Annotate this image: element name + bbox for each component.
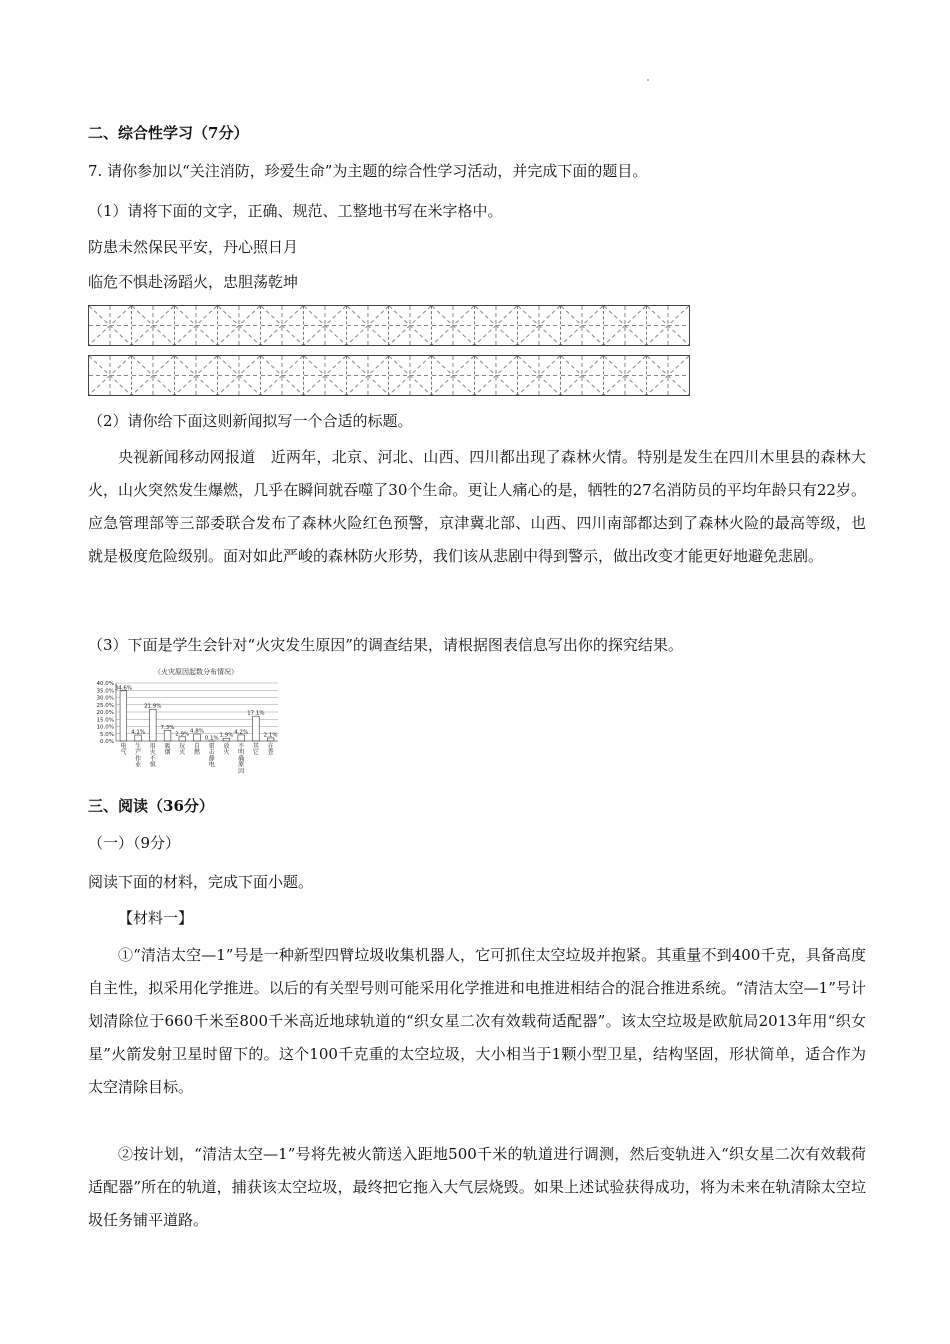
chart-x-tick-label: 雷击静电 [208,743,215,769]
mizige-cell[interactable] [89,306,132,345]
chart-y-tick-label: 30.0% [96,695,114,702]
mizige-cell[interactable] [218,306,261,345]
mizige-cell[interactable] [347,356,390,395]
chart-bar [135,735,142,741]
chart-bar [164,730,171,741]
chart-data-label: 2.9% [175,731,190,738]
mizige-cell[interactable] [647,306,689,345]
chart-data-label: 2.1% [263,732,278,739]
chart-x-tick-label: 自燃 [193,743,201,757]
sub-question-1: （1）请将下面的文字，正确、规范、工整地书写在米字格中。 [88,202,503,220]
section2-heading: 二、综合性学习（7分） [88,124,249,142]
mizige-cell[interactable] [347,306,390,345]
sub-question-2: （2）请你给下面这则新闻拟写一个合适的标题。 [88,412,413,430]
question-7: 7. 请你参加以“关注消防，珍爱生命”为主题的综合性学习活动，并完成下面的题目。 [88,162,648,180]
chart-data-label: 7.3% [160,724,175,731]
chart-x-axis [116,741,278,774]
mizige-cell[interactable] [261,356,304,395]
mizige-cell[interactable] [518,306,561,345]
copy-text-line-2: 临危不惧赴汤蹈火，忠胆荡乾坤 [88,273,299,291]
chart-y-tick-label: 25.0% [96,702,114,709]
mizige-grid-row-2[interactable] [88,355,690,396]
mizige-cell[interactable] [432,306,475,345]
mizige-cell[interactable] [604,356,647,395]
chart-title: （火灾原因起数分布情况） [154,668,238,676]
mizige-cell[interactable] [175,356,218,395]
mizige-cell[interactable] [261,306,304,345]
chart-y-tick-label: 20.0% [96,710,114,716]
mizige-cell[interactable] [89,356,132,395]
mizige-cell[interactable] [475,306,518,345]
chart-bar [120,691,127,741]
chart-bar [194,734,201,741]
mizige-cell[interactable] [389,356,432,395]
chart-data-label: 4.8% [190,728,204,735]
mizige-grid-row-1[interactable] [88,305,690,346]
chart-data-label: 1.9% [219,732,234,739]
chart-y-tick-label: 40.0% [96,681,114,687]
chart-bars [115,685,278,741]
chart-data-label: 0.1% [204,735,219,742]
part-1-heading: （一）（9分） [88,834,181,852]
chart-y-tick-label: 0.0% [100,739,114,745]
chart-bar [150,709,157,741]
mizige-cell[interactable] [132,356,175,395]
material-paragraph-1: ①“清洁太空—1”号是一种新型四臂垃圾收集机器人，它可抓住太空垃圾并抱紧。其重量不到400千克，具备高度自主性，拟采用化学推进。以后的有关型号则可能采用化学推进和电推进相结合的混合推进系统。“清洁太空—1”号计划清除位于660千米至800千米高近地球轨道的“织女星二次有效载荷适配器”。该太空垃圾是欧航局2013年用“织女星”火箭发射卫星时留下的。这个100千克重的太空垃圾，大小相当于1颗小型卫星，结构坚固，形状简单，适合作为太空清除目标。 [88,946,866,1096]
chart-bar [179,737,186,741]
chart-y-tick-label: 10.0% [96,724,114,731]
reading-instruction: 阅读下面的材料，完成下面小题。 [88,873,314,891]
sub-question-3: （3）下面是学生会针对“火灾发生原因”的调查结果，请根据图表信息写出你的探究结果。 [88,636,683,654]
chart-data-label: 4.1% [131,729,146,736]
chart-y-tick-label: 35.0% [96,688,114,695]
mizige-cell[interactable] [304,306,347,345]
chart-x-tick-label: 吸烟 [164,743,171,757]
chart-x-tick-label: 放火 [223,743,230,757]
material-title: 【材料一】 [118,909,194,927]
chart-x-tick-label: 在查 [267,743,274,757]
mizige-cell[interactable] [132,306,175,345]
chart-x-tick-label: 电气 [120,743,127,757]
chart-x-tick-label: 不明确原因 [238,743,245,774]
chart-data-label: 17.1% [247,710,265,717]
news-paragraph: 央视新闻移动网报道 近两年，北京、河北、山西、四川都出现了森林火情。特别是发生在四川木里县的森林大火，山火突然发生爆燃，几乎在瞬间就吞噬了30个生命。更让人痛心的是，牺牲的27名消防员的平均年龄只有22岁。应急管理部等三部委联合发布了森林火险红色预警，京津冀北部、山西、四川南部都达到了森林火险的最高等级，也就是极度危险级别。面对如此严峻的森林防火形势，我们该从悲剧中得到警示，做出改变才能更好地避免悲剧。 [88,448,866,565]
chart-y-axis [97,681,116,745]
mizige-cell[interactable] [561,306,604,345]
mizige-cell[interactable] [304,356,347,395]
chart-data-label: 4.2% [234,729,249,736]
page-speck [647,79,649,81]
chart-x-tick-label: 用火不慎 [149,743,156,769]
mizige-cell[interactable] [432,356,475,395]
chart-data-label: 21.9% [144,703,162,710]
material-paragraph-2: ②按计划，“清洁太空—1”号将先被火箭送入距地500千米的轨道进行调测，然后变轨进入“织女星二次有效载荷适配器”所在的轨道，捕获该太空垃圾，最终把它拖入大气层烧毁。如果上述试验获得成功，将为未来在轨清除太空垃圾任务铺平道路。 [88,1145,866,1229]
mizige-cell[interactable] [518,356,561,395]
chart-x-tick-label: 其它 [252,743,259,757]
chart-x-tick-label: 生产作业 [135,743,142,769]
chart-bar [238,735,245,741]
mizige-cell[interactable] [218,356,261,395]
chart-bar [253,716,260,741]
section3-heading: 三、阅读（36分） [88,797,214,815]
fire-cause-bar-chart [86,664,286,774]
chart-data-label: 34.6% [114,685,133,692]
chart-x-tick-label: 玩火 [179,743,186,757]
chart-y-tick-label: 15.0% [96,717,114,724]
mizige-cell[interactable] [475,356,518,395]
mizige-cell[interactable] [175,306,218,345]
chart-y-tick-label: 5.0% [100,731,114,738]
mizige-cell[interactable] [389,306,432,345]
mizige-cell[interactable] [561,356,604,395]
mizige-cell[interactable] [604,306,647,345]
copy-text-line-1: 防患未然保民平安，丹心照日月 [88,238,299,256]
mizige-cell[interactable] [647,356,689,395]
